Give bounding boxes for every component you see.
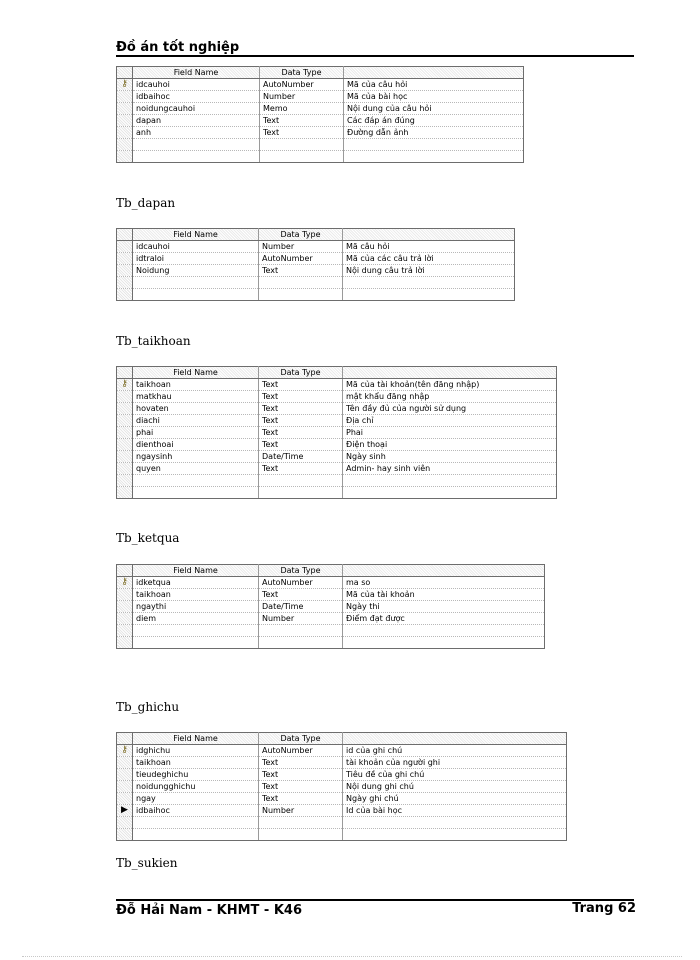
field-name-cell[interactable]: idketqua bbox=[133, 577, 259, 589]
page-number: Trang 62 bbox=[572, 901, 636, 916]
data-type-cell[interactable]: Number bbox=[260, 91, 344, 103]
field-name-cell[interactable]: taikhoan bbox=[133, 757, 259, 769]
empty-row[interactable] bbox=[117, 637, 545, 649]
field-table bbox=[116, 366, 557, 499]
data-type-cell[interactable]: Text bbox=[259, 379, 343, 391]
field-name-cell[interactable]: hovaten bbox=[133, 403, 259, 415]
description-cell[interactable]: id của ghi chú bbox=[343, 745, 567, 757]
field-table bbox=[116, 228, 515, 301]
data-type-header: Data Type bbox=[259, 733, 343, 745]
empty-row[interactable] bbox=[117, 289, 515, 301]
empty-row[interactable] bbox=[117, 139, 524, 151]
primary-key-icon[interactable]: ⚷ bbox=[117, 577, 133, 589]
data-type-cell[interactable]: Number bbox=[259, 805, 343, 817]
table-row[interactable] bbox=[117, 79, 524, 91]
description-cell[interactable]: Nội dung ghi chú bbox=[343, 781, 567, 793]
field-name-header: Field Name bbox=[133, 565, 259, 577]
description-cell[interactable]: Đường dẫn ảnh bbox=[344, 127, 524, 139]
table-header-row bbox=[117, 67, 524, 79]
field-name-header: Field Name bbox=[133, 733, 259, 745]
description-cell[interactable]: Ngày thi bbox=[343, 601, 545, 613]
row-selector[interactable] bbox=[117, 451, 133, 463]
description-header bbox=[343, 367, 557, 379]
field-name-cell[interactable]: diachi bbox=[133, 415, 259, 427]
empty-row[interactable] bbox=[117, 151, 524, 163]
description-cell[interactable]: Id của bài học bbox=[343, 805, 567, 817]
table-caption: Tb_dapan bbox=[116, 196, 176, 210]
description-cell[interactable]: mật khẩu đăng nhập bbox=[343, 391, 557, 403]
row-selector[interactable] bbox=[117, 253, 133, 265]
row-selector[interactable] bbox=[117, 475, 133, 487]
table-row[interactable] bbox=[117, 793, 567, 805]
row-selector-header[interactable] bbox=[117, 367, 133, 379]
row-selector[interactable] bbox=[117, 151, 133, 163]
row-selector[interactable] bbox=[117, 793, 133, 805]
row-selector[interactable] bbox=[117, 91, 133, 103]
row-selector[interactable] bbox=[117, 277, 133, 289]
empty-cell[interactable] bbox=[133, 139, 260, 151]
table-row[interactable] bbox=[117, 781, 567, 793]
field-name-cell[interactable]: noidungcauhoi bbox=[133, 103, 260, 115]
data-type-cell[interactable]: Text bbox=[259, 781, 343, 793]
empty-cell[interactable] bbox=[343, 625, 545, 637]
row-selector[interactable] bbox=[117, 817, 133, 829]
data-type-cell[interactable]: AutoNumber bbox=[259, 745, 343, 757]
empty-cell[interactable] bbox=[259, 625, 343, 637]
row-selector[interactable] bbox=[117, 589, 133, 601]
row-selector[interactable] bbox=[117, 127, 133, 139]
field-name-cell[interactable]: taikhoan bbox=[133, 379, 259, 391]
header-rule bbox=[116, 55, 634, 57]
primary-key-icon[interactable]: ⚷ bbox=[117, 79, 133, 91]
table-row[interactable] bbox=[117, 589, 545, 601]
description-cell[interactable]: Địa chỉ bbox=[343, 415, 557, 427]
empty-cell[interactable] bbox=[343, 817, 567, 829]
data-type-cell[interactable]: Date/Time bbox=[259, 451, 343, 463]
description-cell[interactable]: Tiêu đề của ghi chú bbox=[343, 769, 567, 781]
field-name-cell[interactable]: anh bbox=[133, 127, 260, 139]
row-selector[interactable] bbox=[117, 289, 133, 301]
empty-row[interactable] bbox=[117, 277, 515, 289]
description-cell[interactable]: Mã của tài khoản bbox=[343, 589, 545, 601]
field-name-header: Field Name bbox=[133, 67, 260, 79]
row-selector[interactable] bbox=[117, 415, 133, 427]
empty-cell[interactable] bbox=[344, 139, 524, 151]
description-header bbox=[343, 733, 567, 745]
empty-cell[interactable] bbox=[133, 475, 259, 487]
description-cell[interactable]: Nội dung câu trả lời bbox=[343, 265, 515, 277]
row-selector[interactable] bbox=[117, 265, 133, 277]
empty-cell[interactable] bbox=[133, 829, 259, 841]
data-type-cell[interactable]: Text bbox=[259, 793, 343, 805]
row-selector[interactable] bbox=[117, 769, 133, 781]
row-selector-header[interactable] bbox=[117, 565, 133, 577]
field-table bbox=[116, 66, 524, 163]
description-cell[interactable]: Ngày ghi chú bbox=[343, 793, 567, 805]
field-name-cell[interactable]: idghichu bbox=[133, 745, 259, 757]
table-header-row bbox=[117, 733, 567, 745]
primary-key-icon[interactable]: ⚷ bbox=[117, 745, 133, 757]
description-cell[interactable]: Admin- hay sinh viên bbox=[343, 463, 557, 475]
field-name-cell[interactable]: matkhau bbox=[133, 391, 259, 403]
document-header: Đồ án tốt nghiệp bbox=[116, 40, 240, 55]
empty-cell[interactable] bbox=[133, 151, 260, 163]
table-row[interactable] bbox=[117, 379, 557, 391]
field-name-cell[interactable]: noidungghichu bbox=[133, 781, 259, 793]
row-selector[interactable] bbox=[117, 613, 133, 625]
description-cell[interactable]: Mã của câu hỏi bbox=[344, 79, 524, 91]
description-cell[interactable]: Tên đầy đủ của người sử dụng bbox=[343, 403, 557, 415]
data-type-cell[interactable]: Text bbox=[259, 427, 343, 439]
field-name-cell[interactable]: idcauhoi bbox=[133, 79, 260, 91]
empty-cell[interactable] bbox=[259, 487, 343, 499]
field-name-cell[interactable]: idbaihoc bbox=[133, 805, 259, 817]
data-type-cell[interactable]: Text bbox=[259, 391, 343, 403]
table-row[interactable] bbox=[117, 241, 515, 253]
table-caption: Tb_taikhoan bbox=[116, 334, 191, 348]
data-type-header: Data Type bbox=[259, 565, 343, 577]
next-table-caption: Tb_sukien bbox=[116, 856, 178, 870]
description-header bbox=[343, 565, 545, 577]
empty-cell[interactable] bbox=[343, 829, 567, 841]
description-cell[interactable]: Ngày sinh bbox=[343, 451, 557, 463]
row-selector-header[interactable] bbox=[117, 733, 133, 745]
data-type-header: Data Type bbox=[259, 367, 343, 379]
description-cell[interactable]: Phai bbox=[343, 427, 557, 439]
empty-row[interactable] bbox=[117, 817, 567, 829]
field-name-header: Field Name bbox=[133, 367, 259, 379]
empty-cell[interactable] bbox=[343, 277, 515, 289]
data-type-cell[interactable]: Text bbox=[259, 463, 343, 475]
data-type-cell[interactable]: Memo bbox=[260, 103, 344, 115]
description-cell[interactable]: ma so bbox=[343, 577, 545, 589]
empty-cell[interactable] bbox=[133, 277, 259, 289]
description-cell[interactable]: Mã của các câu trả lời bbox=[343, 253, 515, 265]
field-name-header: Field Name bbox=[133, 229, 259, 241]
row-selector[interactable] bbox=[117, 757, 133, 769]
table-header-row bbox=[117, 367, 557, 379]
table-row[interactable] bbox=[117, 439, 557, 451]
field-name-cell[interactable]: phai bbox=[133, 427, 259, 439]
row-selector[interactable] bbox=[117, 403, 133, 415]
table-row[interactable] bbox=[117, 115, 524, 127]
data-type-cell[interactable]: Date/Time bbox=[259, 601, 343, 613]
field-name-cell[interactable]: ngay bbox=[133, 793, 259, 805]
table-row[interactable] bbox=[117, 103, 524, 115]
row-selector-header[interactable] bbox=[117, 229, 133, 241]
table-row[interactable] bbox=[117, 91, 524, 103]
table-row[interactable] bbox=[117, 415, 557, 427]
empty-row[interactable] bbox=[117, 829, 567, 841]
empty-cell[interactable] bbox=[259, 817, 343, 829]
empty-cell[interactable] bbox=[259, 829, 343, 841]
empty-cell[interactable] bbox=[133, 817, 259, 829]
empty-row[interactable] bbox=[117, 625, 545, 637]
table-row[interactable] bbox=[117, 253, 515, 265]
field-table bbox=[116, 732, 567, 841]
data-type-cell[interactable]: Number bbox=[259, 241, 343, 253]
empty-cell[interactable] bbox=[133, 289, 259, 301]
field-name-cell[interactable]: Noidung bbox=[133, 265, 259, 277]
table-row[interactable] bbox=[117, 769, 567, 781]
data-type-cell[interactable]: AutoNumber bbox=[260, 79, 344, 91]
table-row[interactable] bbox=[117, 463, 557, 475]
row-selector[interactable] bbox=[117, 139, 133, 151]
field-name-cell[interactable]: dapan bbox=[133, 115, 260, 127]
empty-cell[interactable] bbox=[133, 625, 259, 637]
data-type-cell[interactable]: Text bbox=[259, 757, 343, 769]
row-selector[interactable] bbox=[117, 781, 133, 793]
field-name-cell[interactable]: tieudeghichu bbox=[133, 769, 259, 781]
empty-cell[interactable] bbox=[259, 637, 343, 649]
table-row[interactable] bbox=[117, 601, 545, 613]
empty-cell[interactable] bbox=[259, 475, 343, 487]
empty-cell[interactable] bbox=[344, 151, 524, 163]
data-type-cell[interactable]: Number bbox=[259, 613, 343, 625]
row-selector[interactable] bbox=[117, 391, 133, 403]
description-cell[interactable]: Nội dung của câu hỏi bbox=[344, 103, 524, 115]
description-cell[interactable]: Điện thoại bbox=[343, 439, 557, 451]
description-cell[interactable]: Điểm đạt được bbox=[343, 613, 545, 625]
data-type-header: Data Type bbox=[259, 229, 343, 241]
empty-row[interactable] bbox=[117, 487, 557, 499]
field-name-cell[interactable]: taikhoan bbox=[133, 589, 259, 601]
data-type-cell[interactable]: Text bbox=[259, 439, 343, 451]
data-type-cell[interactable]: Text bbox=[259, 415, 343, 427]
table-row[interactable] bbox=[117, 265, 515, 277]
table-row[interactable] bbox=[117, 403, 557, 415]
empty-cell[interactable] bbox=[260, 151, 344, 163]
row-selector[interactable] bbox=[117, 601, 133, 613]
row-selector[interactable] bbox=[117, 241, 133, 253]
field-name-cell[interactable]: diem bbox=[133, 613, 259, 625]
description-cell[interactable]: Mã câu hỏi bbox=[343, 241, 515, 253]
field-table bbox=[116, 564, 545, 649]
field-name-cell[interactable]: idbaihoc bbox=[133, 91, 260, 103]
footer-author: Đỗ Hải Nam - KHMT - K46 bbox=[116, 903, 302, 918]
footer-rule bbox=[116, 899, 634, 901]
table-row[interactable] bbox=[117, 391, 557, 403]
table-row[interactable] bbox=[117, 805, 567, 817]
empty-cell[interactable] bbox=[343, 289, 515, 301]
row-selector[interactable] bbox=[117, 439, 133, 451]
description-header bbox=[343, 229, 515, 241]
empty-cell[interactable] bbox=[260, 139, 344, 151]
table-header-row bbox=[117, 229, 515, 241]
table-row[interactable] bbox=[117, 451, 557, 463]
row-selector-header[interactable] bbox=[117, 67, 133, 79]
data-type-cell[interactable]: Text bbox=[260, 115, 344, 127]
table-row[interactable] bbox=[117, 127, 524, 139]
table-row[interactable] bbox=[117, 757, 567, 769]
description-header bbox=[344, 67, 524, 79]
field-name-cell[interactable]: idtraloi bbox=[133, 253, 259, 265]
empty-cell[interactable] bbox=[133, 487, 259, 499]
empty-cell[interactable] bbox=[343, 637, 545, 649]
data-type-cell[interactable]: Text bbox=[260, 127, 344, 139]
primary-key-icon[interactable]: ⚷ bbox=[117, 379, 133, 391]
empty-row[interactable] bbox=[117, 475, 557, 487]
table-row[interactable] bbox=[117, 427, 557, 439]
data-type-cell[interactable]: Text bbox=[259, 769, 343, 781]
row-selector[interactable] bbox=[117, 103, 133, 115]
field-name-cell[interactable]: ngaysinh bbox=[133, 451, 259, 463]
data-type-cell[interactable]: Text bbox=[259, 265, 343, 277]
table-caption: Tb_ketqua bbox=[116, 531, 180, 545]
data-type-cell[interactable]: AutoNumber bbox=[259, 577, 343, 589]
table-caption: Tb_ghichu bbox=[116, 700, 180, 714]
field-name-cell[interactable]: quyen bbox=[133, 463, 259, 475]
description-cell[interactable]: tài khoản của người ghi bbox=[343, 757, 567, 769]
empty-cell[interactable] bbox=[133, 637, 259, 649]
description-cell[interactable]: Các đáp án đúng bbox=[344, 115, 524, 127]
data-type-cell[interactable]: Text bbox=[259, 589, 343, 601]
row-selector[interactable] bbox=[117, 829, 133, 841]
table-row[interactable] bbox=[117, 745, 567, 757]
table-header-row bbox=[117, 565, 545, 577]
empty-cell[interactable] bbox=[343, 475, 557, 487]
table-row[interactable] bbox=[117, 613, 545, 625]
empty-cell[interactable] bbox=[259, 277, 343, 289]
row-selector[interactable] bbox=[117, 427, 133, 439]
row-selector[interactable] bbox=[117, 115, 133, 127]
current-record-icon[interactable]: ▶ bbox=[117, 805, 133, 817]
empty-cell[interactable] bbox=[259, 289, 343, 301]
description-cell[interactable]: Mã của bài học bbox=[344, 91, 524, 103]
data-type-cell[interactable]: AutoNumber bbox=[259, 253, 343, 265]
field-name-cell[interactable]: idcauhoi bbox=[133, 241, 259, 253]
row-selector[interactable] bbox=[117, 637, 133, 649]
table-row[interactable] bbox=[117, 577, 545, 589]
field-name-cell[interactable]: ngaythi bbox=[133, 601, 259, 613]
field-name-cell[interactable]: dienthoai bbox=[133, 439, 259, 451]
row-selector[interactable] bbox=[117, 625, 133, 637]
row-selector[interactable] bbox=[117, 463, 133, 475]
description-cell[interactable]: Mã của tài khoản(tên đăng nhập) bbox=[343, 379, 557, 391]
empty-cell[interactable] bbox=[343, 487, 557, 499]
data-type-header: Data Type bbox=[260, 67, 344, 79]
page-edge bbox=[22, 956, 682, 957]
data-type-cell[interactable]: Text bbox=[259, 403, 343, 415]
row-selector[interactable] bbox=[117, 487, 133, 499]
